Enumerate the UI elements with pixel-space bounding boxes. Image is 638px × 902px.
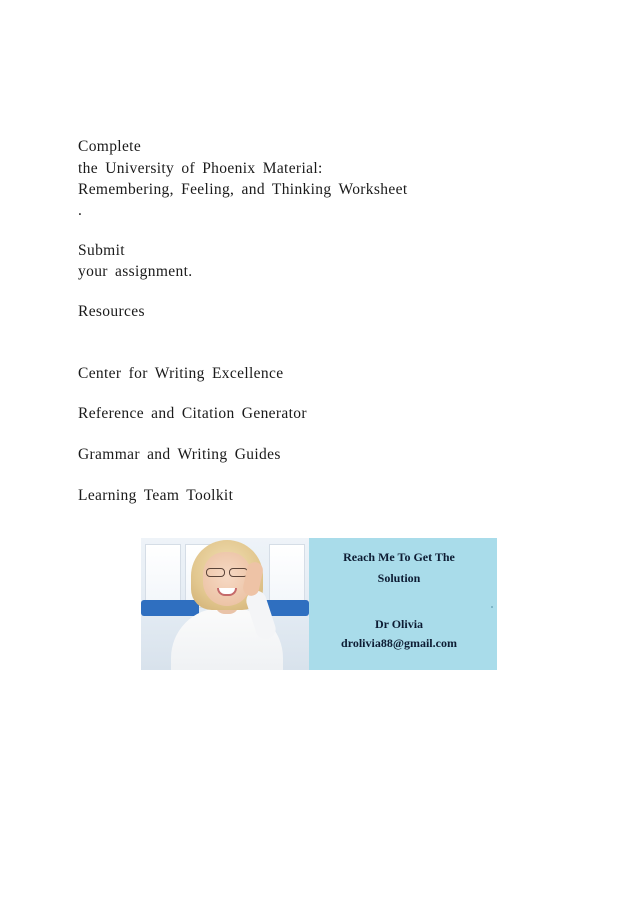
panel-speck (491, 606, 493, 608)
instruction-material: the University of Phoenix Material: (78, 160, 323, 177)
contact-banner (141, 538, 497, 670)
banner-name: Dr Olivia (374, 617, 424, 631)
resource-citation-generator: Reference and Citation Generator (78, 405, 307, 422)
resource-grammar-guides: Grammar and Writing Guides (78, 446, 281, 463)
resource-team-toolkit: Learning Team Toolkit (78, 487, 234, 504)
banner-email: drolivia88@gmail.com (341, 636, 457, 650)
instruction-assignment: your assignment. (78, 263, 193, 280)
resource-writing-excellence: Center for Writing Excellence (78, 365, 284, 382)
period-line: . (78, 202, 83, 219)
woman-photo (141, 538, 309, 670)
instruction-complete: Complete (78, 138, 142, 155)
instruction-submit: Submit (78, 242, 125, 259)
banner-headline-line2: Solution (377, 571, 421, 585)
worksheet-title: Remembering, Feeling, and Thinking Worksheet (78, 181, 408, 198)
contact-info-panel (309, 538, 497, 670)
resources-heading: Resources (78, 303, 145, 320)
banner-headline-line1: Reach Me To Get The (343, 550, 455, 564)
